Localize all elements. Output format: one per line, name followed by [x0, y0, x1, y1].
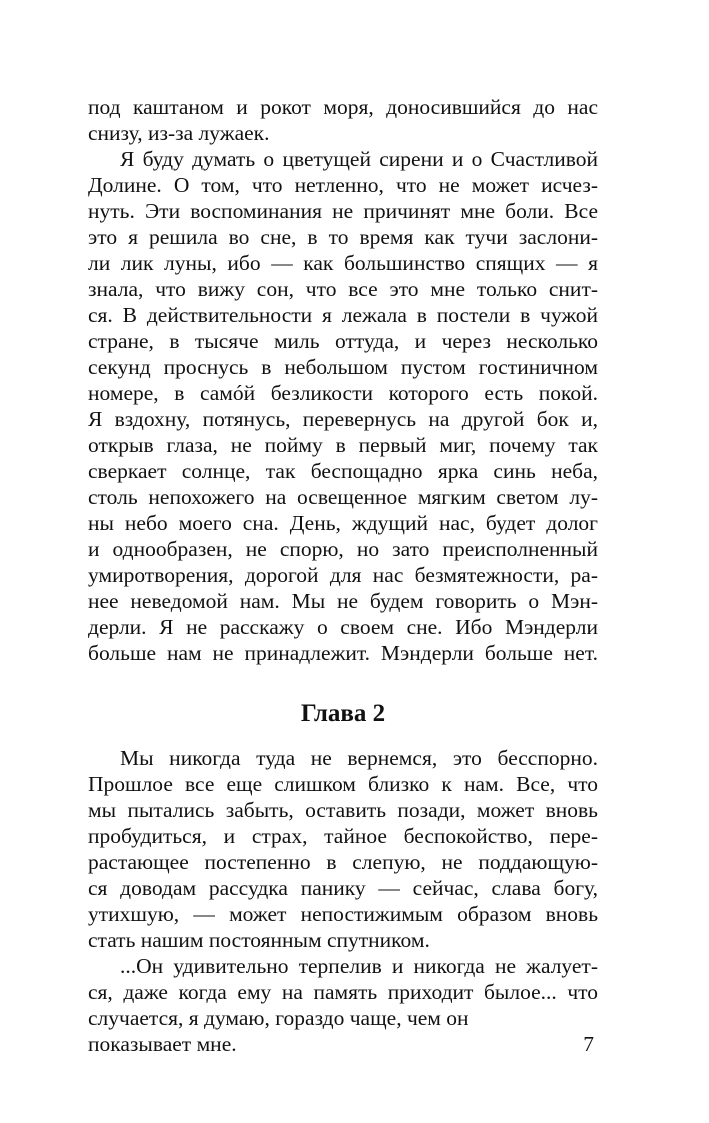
last-line-row	[88, 1031, 598, 1057]
text-line: дерли. Я не расскажу о своем сне. Ибо Мэндерли	[88, 615, 598, 639]
text-line: ся. В действительности я лежала в постели в чужой	[88, 303, 598, 327]
text-line: открыв глаза, не пойму в первый миг, почему так	[88, 433, 598, 457]
text-line: Мы никогда туда не вернемся, это бесспорно.	[120, 746, 598, 770]
text-line: мы пытались забыть, оставить позади, может вновь	[88, 798, 598, 822]
page-number: 7	[583, 1032, 594, 1056]
text-line: ли лик луны, ибо — как большинство спящих — я	[88, 251, 598, 275]
paragraph	[88, 953, 598, 1057]
text-line: умиротворения, дорогой для нас безмятежности, ра-	[88, 563, 598, 587]
text-line: Прошлое все еще слишком близко к нам. Все, что	[88, 772, 598, 796]
text-line: знала, что вижу сон, что все это мне только снит-	[88, 277, 598, 301]
text-line: ны небо моего сна. День, ждущий нас, будет долог	[88, 511, 598, 535]
text-line: столь непохожего на освещенное мягким светом лу-	[88, 485, 598, 509]
book-page	[88, 94, 598, 1057]
text-line: Я буду думать о цветущей сирени и о Счастливой	[120, 147, 598, 171]
text-line: показывает мне.	[88, 1032, 237, 1056]
text-line: и однообразен, не спорю, но зато преисполненный	[88, 537, 598, 561]
text-line: нее неведомой нам. Мы не будем говорить о Мэн-	[88, 589, 598, 613]
text-line: утихшую, — может непостижимым образом вновь	[88, 902, 598, 926]
text-line: Долине. О том, что нетленно, что не может исчез-	[88, 173, 598, 197]
text-line: стране, в тысяче миль оттуда, и через несколько	[88, 329, 598, 353]
text-line: стать нашим постоянным спутником.	[88, 928, 430, 952]
text-line: снизу, из-за лужаек.	[88, 121, 270, 145]
text-line: Я вздохну, потянусь, перевернусь на другой бок и,	[88, 407, 598, 431]
paragraph-continuation	[88, 94, 598, 146]
text-line: растающее постепенно в слепую, не поддающую-	[88, 850, 598, 874]
text-line: ...Он удивительно терпелив и никогда не жалует-	[120, 954, 598, 978]
text-line: случается, я думаю, гораздо чаще, чем он	[88, 1006, 469, 1030]
text-line: ся, даже когда ему на память приходит былое... что	[88, 980, 598, 1004]
text-line: сверкает солнце, так беспощадно ярка синь неба,	[88, 459, 598, 483]
chapter-heading: Глава 2	[300, 700, 386, 727]
paragraph	[88, 146, 598, 666]
text-line: секунд проснусь в небольшом пустом гостиничном	[88, 355, 598, 379]
text-line: больше нам не принадлежит. Мэндерли больше нет.	[88, 641, 598, 665]
text-line: это я решила во сне, в то время как тучи заслони-	[88, 225, 598, 249]
text-line: под каштаном и рокот моря, доносившийся до нас	[88, 95, 598, 119]
paragraph	[88, 745, 598, 953]
text-line: нуть. Эти воспоминания не причинят мне боли. Все	[88, 199, 598, 223]
text-line: пробудиться, и страх, тайное беспокойство, пере-	[88, 824, 598, 848]
text-line: номере, в самóй безликости которого есть покой.	[88, 381, 598, 405]
text-line: ся доводам рассудка панику — сейчас, слава богу,	[88, 876, 598, 900]
